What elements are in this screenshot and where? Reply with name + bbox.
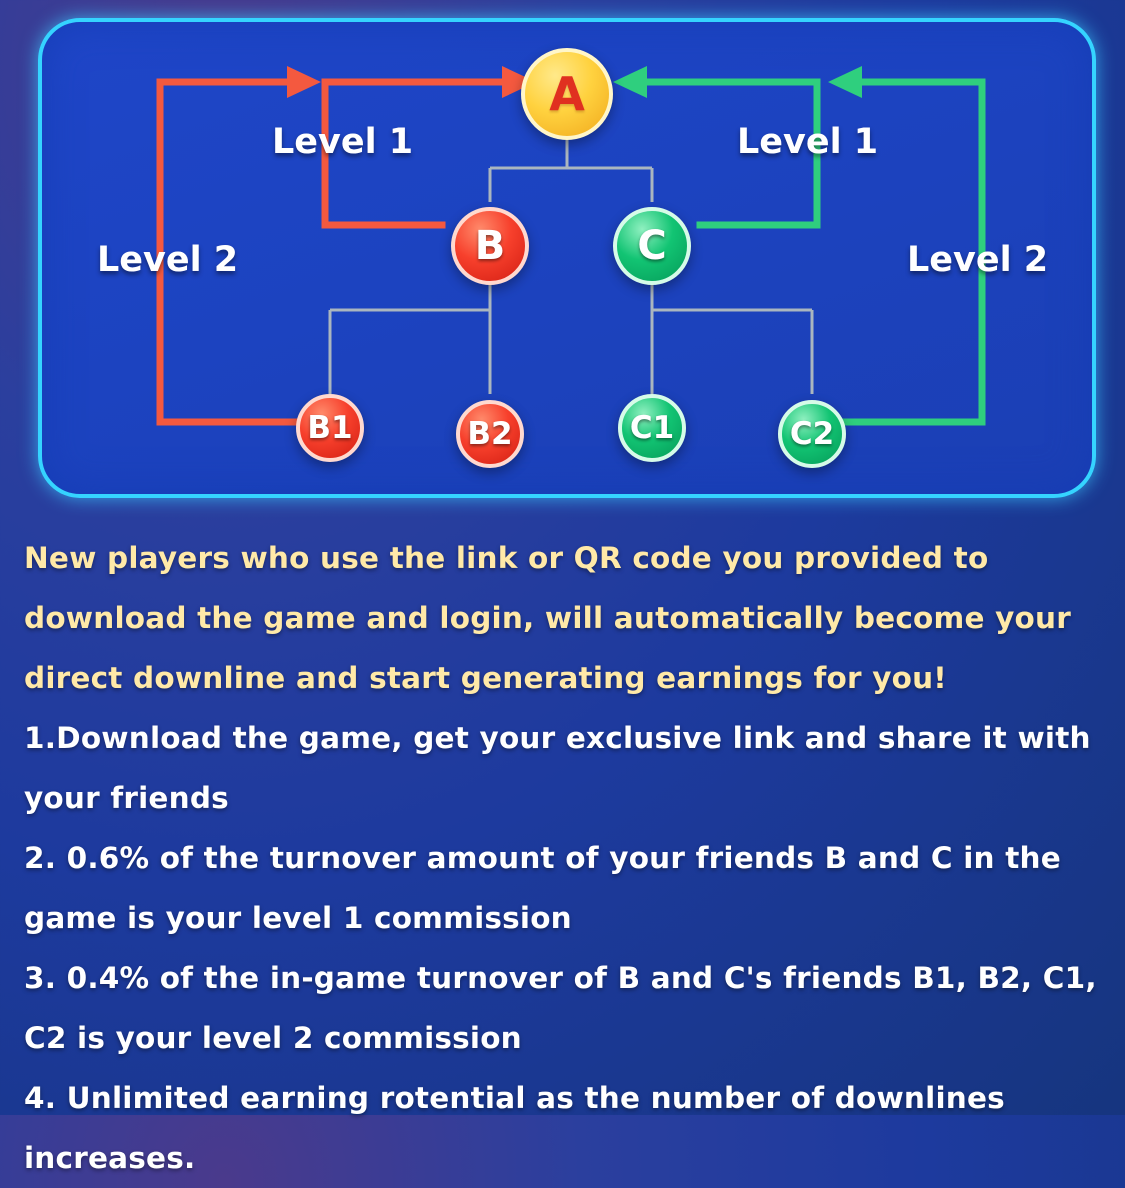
node-c[interactable]: C: [613, 207, 691, 285]
rule-item-2: 2. 0.6% of the turnover amount of your friends B and C in the game is your level 1 commission: [24, 841, 1061, 935]
node-b2[interactable]: B2: [456, 400, 524, 468]
node-b[interactable]: B: [451, 207, 529, 285]
intro-paragraph: New players who use the link or QR code you provided to download the game and login, will automatically become your direct downline and start generating earnings for you!: [24, 541, 1071, 695]
description-block: [24, 528, 1104, 1188]
node-c1[interactable]: C1: [618, 394, 686, 462]
rule-item-4: 4. Unlimited earning rotential as the number of downlines increases.: [24, 1081, 1005, 1175]
label-left-level-1: Level 1: [272, 122, 414, 162]
rule-item-1: 1.Download the game, get your exclusive link and share it with your friends: [24, 721, 1091, 815]
label-right-level-2: Level 2: [907, 240, 1049, 280]
label-right-level-1: Level 1: [737, 122, 879, 162]
node-a[interactable]: A: [521, 48, 613, 140]
node-b1[interactable]: B1: [296, 394, 364, 462]
node-c2[interactable]: C2: [778, 400, 846, 468]
referral-tree-panel: [38, 18, 1096, 498]
label-left-level-2: Level 2: [97, 240, 239, 280]
rule-item-3: 3. 0.4% of the in-game turnover of B and C's friends B1, B2, C1, C2 is your level 2 commission: [24, 961, 1097, 1055]
